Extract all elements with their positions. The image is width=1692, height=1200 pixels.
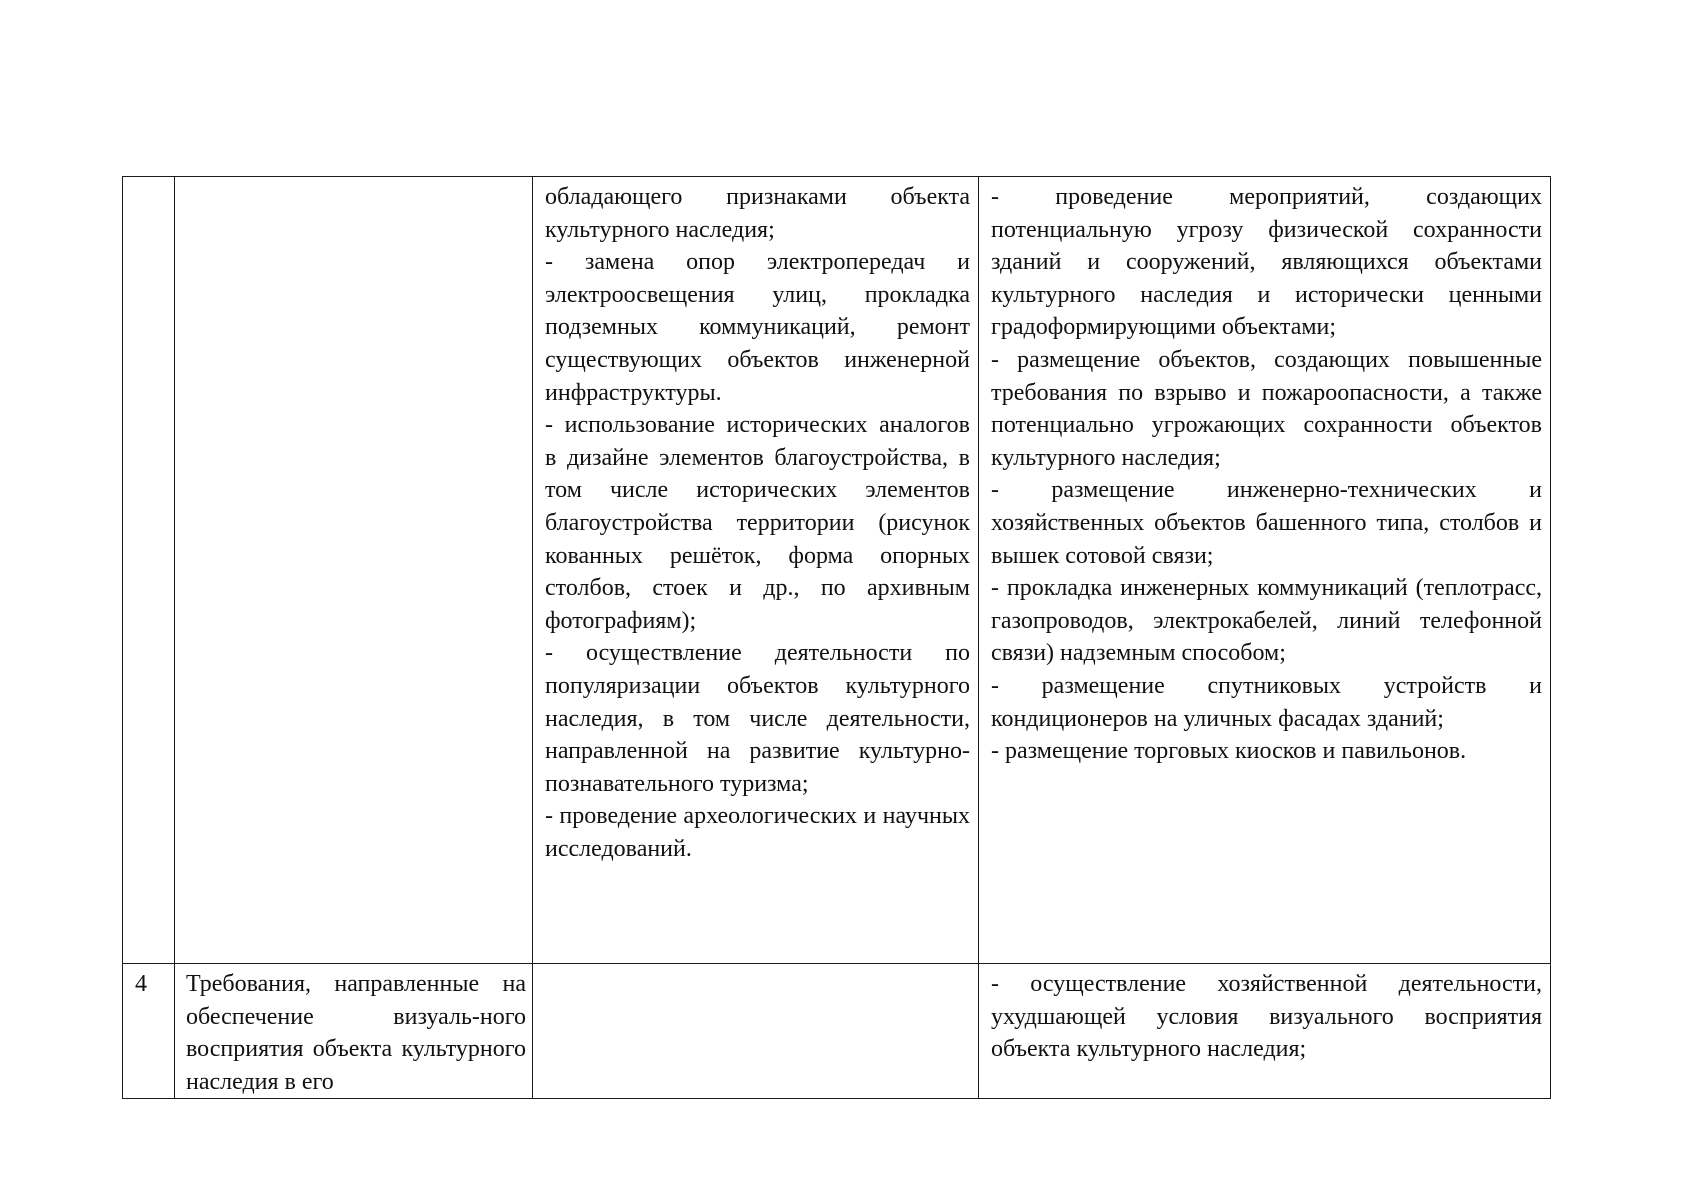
requirement-name: Требования, направленные на обеспечение визуаль-ного восприятия объекта культурного наследия в его	[186, 971, 526, 1095]
requirement-name-cell	[175, 964, 533, 1099]
row-number-cell	[123, 177, 175, 964]
forbidden-activities-cell	[979, 177, 1551, 964]
table-row	[123, 964, 1551, 1099]
forbidden-activities-cell	[979, 964, 1551, 1099]
row-number-cell	[123, 964, 175, 1099]
requirement-name	[175, 177, 532, 181]
forbidden-item: - размещение инженерно-технических и хозяйственных объектов башенного типа, столбов и вышек сотовой связи;	[991, 477, 1542, 569]
forbidden-item: - проведение мероприятий, создающих потенциальную угрозу физической сохранности зданий и сооружений, являющихся объектами культурного наследия и исторически ценными градоформирующими объектами;	[991, 184, 1542, 341]
allowed-activities-cell	[533, 177, 979, 964]
forbidden-item: - размещение торговых киосков и павильонов.	[991, 738, 1467, 765]
allowed-item: - проведение археологических и научных исследований.	[545, 803, 970, 862]
forbidden-activities-list	[979, 964, 1550, 1066]
forbidden-item: - осуществление хозяйственной деятельности, ухудшающей условия визуального восприятия объекта культурного наследия;	[991, 971, 1542, 1063]
table-row	[123, 177, 1551, 964]
requirement-name-cell	[175, 177, 533, 964]
allowed-activities-list	[533, 177, 978, 865]
allowed-item: обладающего признаками объекта культурного наследия;	[545, 184, 970, 243]
forbidden-item: - размещение спутниковых устройств и кондиционеров на уличных фасадах зданий;	[991, 672, 1542, 732]
forbidden-item: - размещение объектов, создающих повышенные требования по взрыво и пожароопасности, а также потенциально угрожающих сохранности объектов культурного наследия;	[991, 346, 1542, 471]
row-number: 4	[135, 971, 147, 997]
allowed-item: - использование исторических аналогов в дизайне элементов благоустройства, в том числе исторических элементов благоустройства территории (рисунок кованных решёток, форма опорных столбов, стоек и др., по архивным фотографиям);	[545, 412, 970, 634]
forbidden-item: - прокладка инженерных коммуникаций (теплотрасс, газопроводов, электрокабелей, линий телефонной связи) надземным способом;	[991, 575, 1542, 667]
allowed-item: - замена опор электропередач и электроосвещения улиц, прокладка подземных коммуникаций, ремонт существующих объектов инженерной инфраструктуры.	[545, 249, 970, 406]
regulation-table	[122, 176, 1551, 1099]
row-number	[123, 177, 174, 181]
allowed-activities-cell	[533, 964, 979, 1099]
forbidden-activities-list	[979, 177, 1550, 768]
allowed-activities-list	[533, 964, 978, 968]
allowed-item: - осуществление деятельности по популяризации объектов культурного наследия, в том числе деятельности, направленной на развитие культурно-познавательного туризма;	[545, 640, 970, 797]
